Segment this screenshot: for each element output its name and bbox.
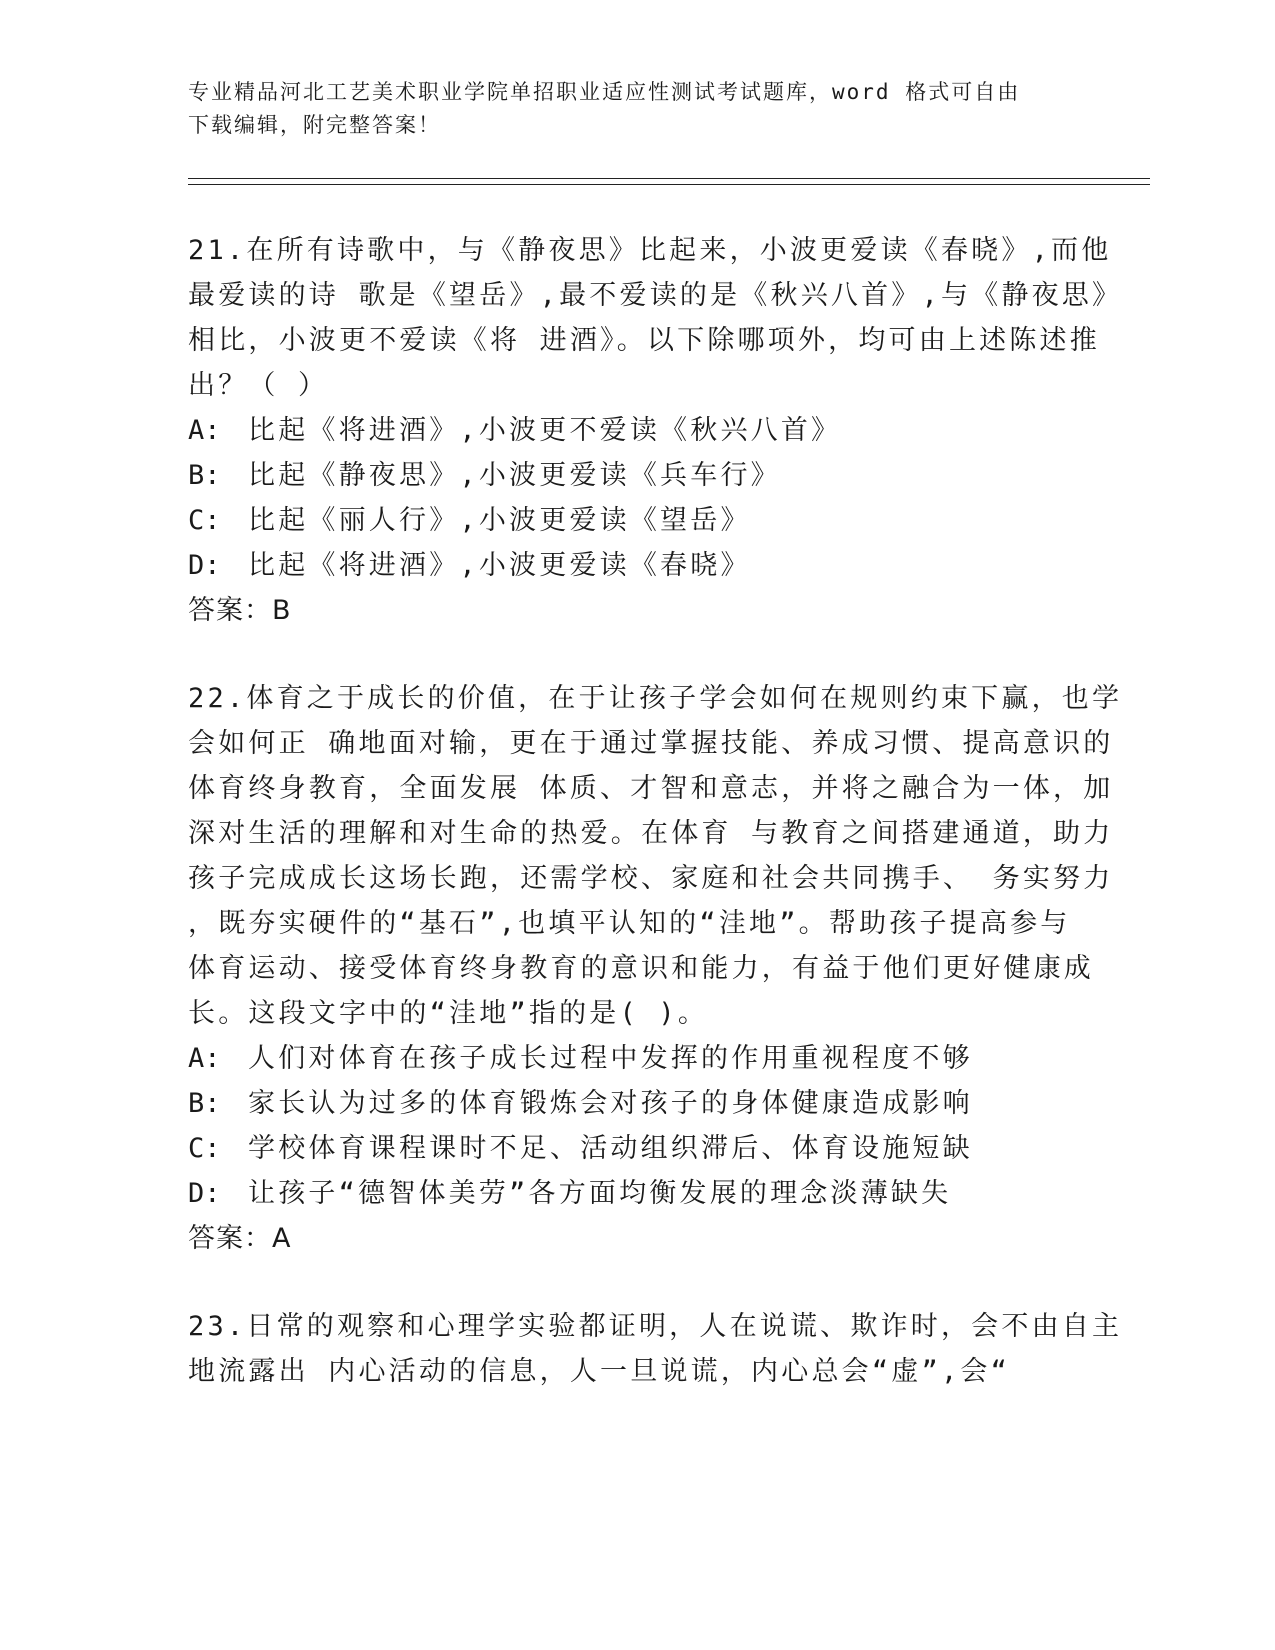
option-d xyxy=(188,1171,1088,1216)
question-21 xyxy=(188,228,1123,634)
header-divider xyxy=(188,178,1150,179)
question-text-line: 深对生活的理解和对生命的热爱。在体育 与教育之间搭建通道，助力 xyxy=(188,818,1114,849)
option-text: 家长认为过多的体育锻炼会对孩子的身体健康造成影响 xyxy=(248,1088,973,1119)
document-header xyxy=(188,76,1088,142)
option-c xyxy=(188,498,1088,543)
question-text-line: 长。这段文字中的“洼地”指的是( )。 xyxy=(188,998,709,1029)
option-letter: D: xyxy=(188,550,221,581)
option-letter: C: xyxy=(188,505,221,536)
question-text-line: ，既夯实硬件的“基石”,也填平认知的“洼地”。帮助孩子提高参与 xyxy=(188,908,1071,939)
header-line: 下载编辑，附完整答案！ xyxy=(188,113,441,137)
option-letter: B: xyxy=(188,1088,221,1119)
question-text-line: 23.日常的观察和心理学实验都证明，人在说谎、欺诈时，会不由自主 xyxy=(188,1311,1123,1342)
answer-label: 答案：A xyxy=(188,1223,292,1254)
option-text: 学校体育课程课时不足、活动组织滞后、体育设施短缺 xyxy=(248,1133,973,1164)
question-spacer xyxy=(188,1262,1088,1304)
option-text: 比起《丽人行》,小波更爱读《望岳》 xyxy=(248,505,751,536)
option-c xyxy=(188,1126,1088,1171)
question-text-line: 22.体育之于成长的价值，在于让孩子学会如何在规则约束下赢，也学 xyxy=(188,683,1123,714)
option-letter: D: xyxy=(188,1178,221,1209)
answer-label: 答案：B xyxy=(188,595,292,626)
option-a xyxy=(188,1036,1088,1081)
option-b xyxy=(188,1081,1088,1126)
option-letter: C: xyxy=(188,1133,221,1164)
question-text-line: 孩子完成成长这场长跑，还需学校、家庭和社会共同携手、 务实努力 xyxy=(188,863,1114,894)
option-letter: B: xyxy=(188,460,221,491)
option-a xyxy=(188,408,1088,453)
option-d xyxy=(188,543,1088,588)
question-text-line: 21.在所有诗歌中，与《静夜思》比起来，小波更爱读《春晓》,而他 xyxy=(188,235,1112,266)
header-line: 专业精品河北工艺美术职业学院单招职业适应性测试考试题库，word 格式可自由 xyxy=(188,80,1021,104)
question-text-line: 相比，小波更不爱读《将 进酒》。以下除哪项外，均可由上述陈述推 xyxy=(188,325,1100,356)
option-text: 人们对体育在孩子成长过程中发挥的作用重视程度不够 xyxy=(248,1043,973,1074)
question-text-line: 会如何正 确地面对输，更在于通过掌握技能、养成习惯、提高意识的 xyxy=(188,728,1114,759)
question-text-line: 体育运动、接受体育终身教育的意识和能力，有益于他们更好健康成 xyxy=(188,953,1094,984)
option-letter: A: xyxy=(188,1043,221,1074)
option-text: 比起《将进酒》,小波更不爱读《秋兴八首》 xyxy=(248,415,842,446)
header-divider xyxy=(188,184,1150,185)
question-text-line: 出？（ ） xyxy=(188,370,329,401)
option-b xyxy=(188,453,1088,498)
question-text-line: 体育终身教育，全面发展 体质、才智和意志，并将之融合为一体，加 xyxy=(188,773,1114,804)
option-text: 比起《将进酒》,小波更爱读《春晓》 xyxy=(248,550,751,581)
question-list xyxy=(188,228,1123,1394)
question-text-line: 最爱读的诗 歌是《望岳》,最不爱读的是《秋兴八首》,与《静夜思》 xyxy=(188,280,1123,311)
question-23 xyxy=(188,1304,1123,1394)
question-text-line: 地流露出 内心活动的信息，人一旦说谎，内心总会“虚”,会“ xyxy=(188,1356,1011,1387)
question-spacer xyxy=(188,634,1088,676)
option-text: 让孩子“德智体美劳”各方面均衡发展的理念淡薄缺失 xyxy=(248,1178,952,1209)
option-text: 比起《静夜思》,小波更爱读《兵车行》 xyxy=(248,460,781,491)
option-letter: A: xyxy=(188,415,221,446)
question-22 xyxy=(188,676,1123,1262)
